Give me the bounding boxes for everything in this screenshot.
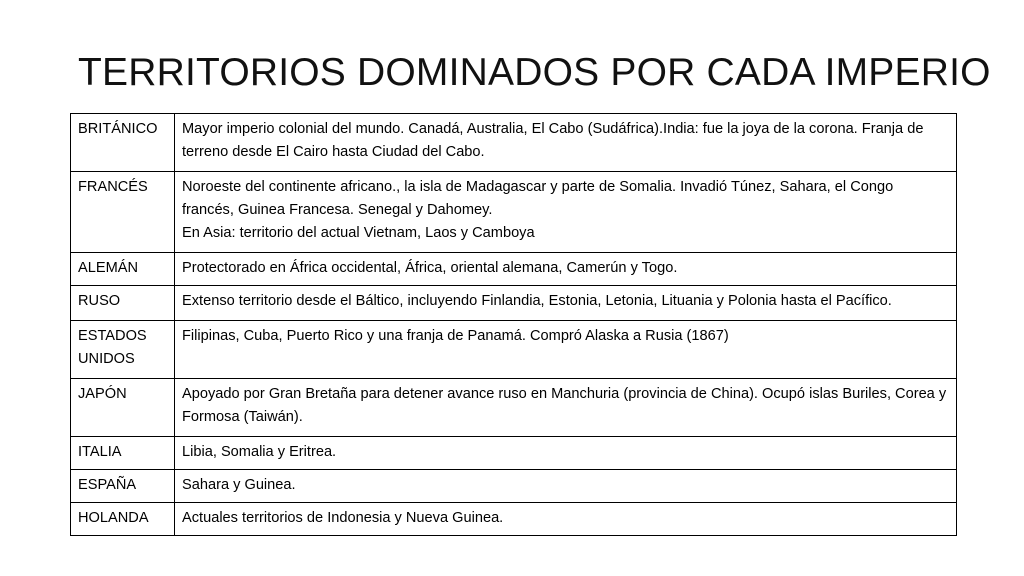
table-row (71, 503, 957, 536)
empire-name-cell: JAPÓN (71, 379, 175, 437)
empire-name-cell: ESTADOS UNIDOS (71, 321, 175, 379)
empire-name-cell: FRANCÉS (71, 172, 175, 253)
empire-name-cell: ITALIA (71, 437, 175, 470)
territories-text: Noroeste del continente africano., la isla de Madagascar y parte de Somalia. Invadió Túnez, Sahara, el Congo francés, Guinea Francesa. Senegal y Dahomey. (182, 179, 894, 218)
empires-table (70, 113, 957, 536)
table-row (71, 470, 957, 503)
table-row (71, 379, 957, 437)
territories-cell: Apoyado por Gran Bretaña para detener avance ruso en Manchuria (provincia de China). Ocupó islas Buriles, Corea y Formosa (Taiwán). (175, 379, 957, 437)
slide-title: TERRITORIOS DOMINADOS POR CADA IMPERIO (78, 51, 991, 94)
territories-cell: Sahara y Guinea. (175, 470, 957, 503)
territories-cell: Mayor imperio colonial del mundo. Canadá, Australia, El Cabo (Sudáfrica).India: fue la joya de la corona. Franja de terreno desde El Cairo hasta Ciudad del Cabo. (175, 114, 957, 172)
territories-cell: Libia, Somalia y Eritrea. (175, 437, 957, 470)
empire-name-cell: ALEMÁN (71, 253, 175, 286)
territories-cell: Protectorado en África occidental, África, oriental alemana, Camerún y Togo. (175, 253, 957, 286)
empire-name-cell: BRITÁNICO (71, 114, 175, 172)
territories-cell: Filipinas, Cuba, Puerto Rico y una franja de Panamá. Compró Alaska a Rusia (1867) (175, 321, 957, 379)
territories-cell: Extenso territorio desde el Báltico, incluyendo Finlandia, Estonia, Letonia, Lituania y Polonia hasta el Pacífico. (175, 286, 957, 321)
table-row (71, 437, 957, 470)
table-row (71, 172, 957, 253)
table-row (71, 253, 957, 286)
empire-name-cell: RUSO (71, 286, 175, 321)
territories-cell (175, 172, 957, 253)
empire-name-cell: HOLANDA (71, 503, 175, 536)
territories-text-asia: En Asia: territorio del actual Vietnam, Laos y Camboya (182, 225, 535, 241)
table-row (71, 321, 957, 379)
empire-name-cell: ESPAÑA (71, 470, 175, 503)
territories-cell: Actuales territorios de Indonesia y Nueva Guinea. (175, 503, 957, 536)
table-row (71, 286, 957, 321)
table-row (71, 114, 957, 172)
